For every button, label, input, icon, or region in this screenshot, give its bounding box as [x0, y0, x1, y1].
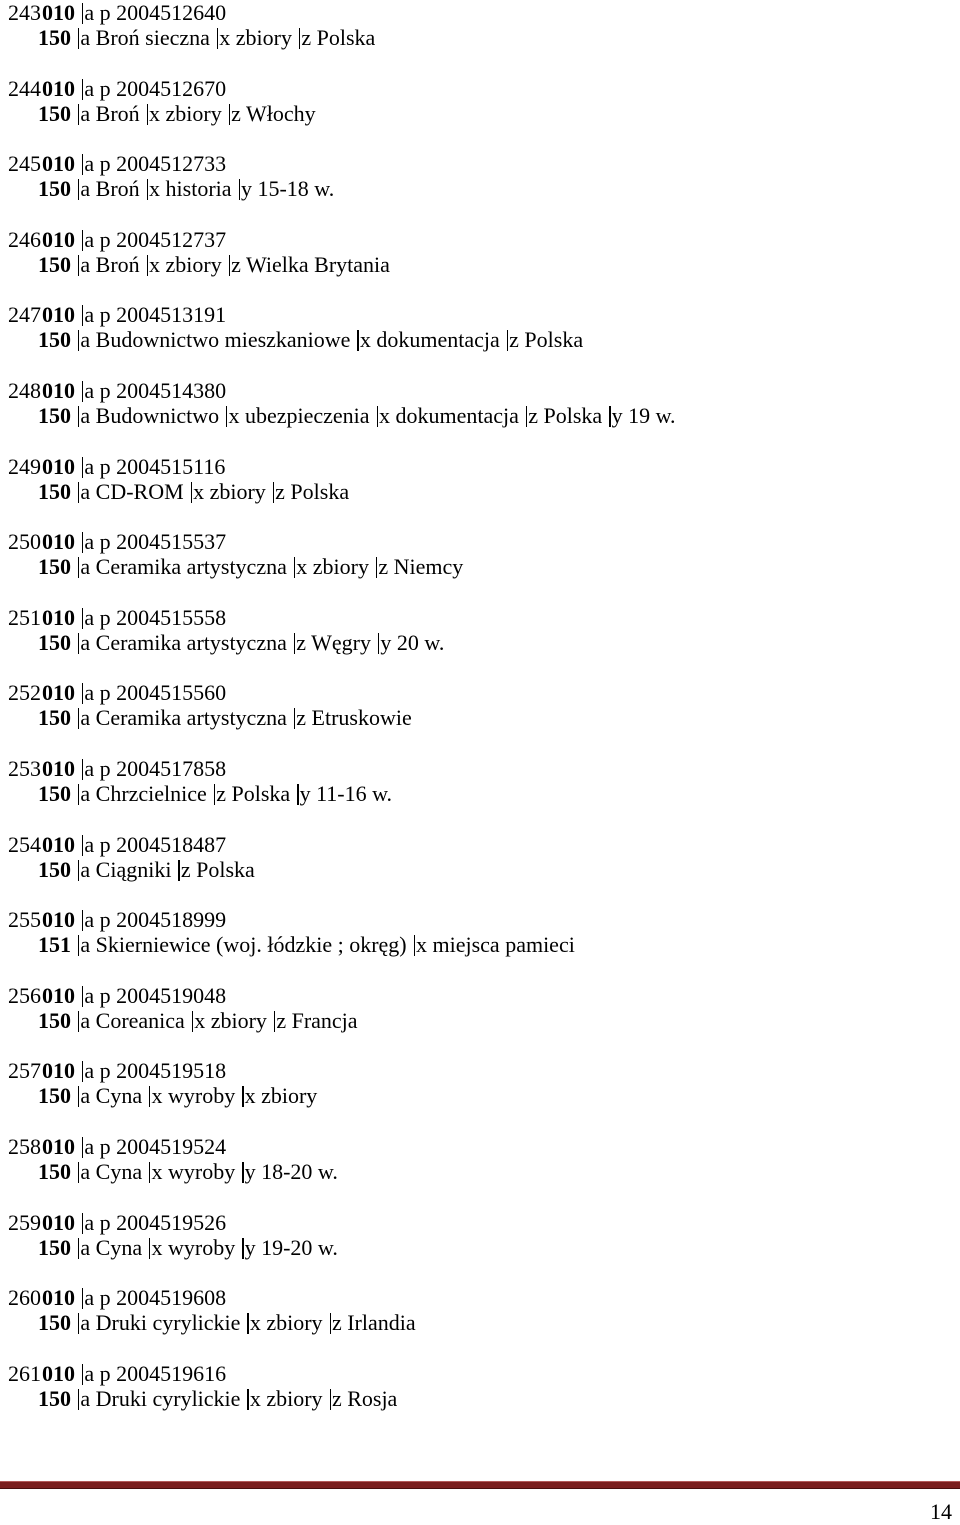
record-number: 252 [8, 680, 41, 706]
heading-subfield: y 15-18 w. [238, 176, 335, 201]
field-tag-heading: 151 [38, 932, 71, 958]
field-tag-010: 010 [42, 529, 75, 555]
field-tag-heading: 150 [38, 780, 71, 806]
heading-subfield: x historia [146, 176, 232, 201]
record-number: 258 [8, 1133, 41, 1159]
heading-subfield: z Francja [273, 1008, 358, 1033]
field-tag-heading: 150 [38, 478, 71, 504]
record-list [8, 0, 948, 1436]
heading-subfield: a Ceramika artystyczna [77, 630, 287, 655]
record-heading-line [8, 705, 412, 731]
record-entry [8, 151, 948, 227]
record-control-line [8, 832, 226, 858]
record-control-line [8, 227, 226, 253]
field-tag-010: 010 [42, 302, 75, 328]
record-number: 248 [8, 377, 41, 403]
field-tag-heading: 150 [38, 554, 71, 580]
record-control-line [8, 983, 226, 1009]
heading-subfield: z Etruskowie [293, 705, 412, 730]
control-subfield: a p 2004515560 [81, 680, 226, 705]
heading-subfield: a Broń [77, 101, 140, 126]
field-tag-010: 010 [42, 1285, 75, 1311]
control-subfield: a p 2004518999 [81, 907, 226, 932]
control-subfield: a p 2004519524 [81, 1134, 226, 1159]
record-control-line [8, 529, 226, 555]
record-heading-line [8, 479, 349, 505]
record-heading-line [8, 781, 392, 807]
record-number: 253 [8, 755, 41, 781]
heading-subfield: a Skierniewice (woj. łódzkie ; okręg) [77, 932, 407, 957]
control-subfield: a p 2004519048 [81, 983, 226, 1008]
heading-subfield: x zbiory [246, 1310, 322, 1335]
heading-subfield: z Włochy [228, 101, 316, 126]
heading-subfield: a Chrzcielnice [77, 781, 207, 806]
record-entry [8, 756, 948, 832]
record-control-line [8, 680, 226, 706]
heading-subfield: z Rosja [329, 1386, 398, 1411]
record-heading-line [8, 252, 390, 278]
record-entry [8, 227, 948, 303]
record-entry [8, 454, 948, 530]
field-tag-heading: 150 [38, 1158, 71, 1184]
record-entry [8, 1285, 948, 1361]
footer-divider [0, 1481, 960, 1489]
record-number: 247 [8, 302, 41, 328]
record-number: 254 [8, 831, 41, 857]
record-heading-line [8, 25, 375, 51]
field-tag-heading: 150 [38, 1007, 71, 1033]
record-heading-line [8, 630, 444, 656]
record-number: 251 [8, 604, 41, 630]
field-tag-010: 010 [42, 1360, 75, 1386]
record-control-line [8, 151, 226, 177]
record-entry [8, 76, 948, 152]
record-control-line [8, 0, 226, 26]
record-number: 250 [8, 529, 41, 555]
field-tag-010: 010 [42, 0, 75, 25]
record-control-line [8, 378, 226, 404]
record-entry [8, 302, 948, 378]
record-control-line [8, 605, 226, 631]
field-tag-010: 010 [42, 151, 75, 177]
heading-subfield: x wyroby [148, 1083, 235, 1108]
control-subfield: a p 2004512733 [81, 151, 226, 176]
control-subfield: a p 2004519608 [81, 1285, 226, 1310]
heading-subfield: x zbiory [191, 1008, 267, 1033]
field-tag-heading: 150 [38, 251, 71, 277]
control-subfield: a p 2004512670 [81, 76, 226, 101]
heading-subfield: z Niemcy [375, 554, 463, 579]
field-tag-heading: 150 [38, 327, 71, 353]
control-subfield: a p 2004514380 [81, 378, 226, 403]
record-heading-line [8, 1235, 338, 1261]
record-entry [8, 378, 948, 454]
record-control-line [8, 302, 226, 328]
control-subfield: a p 2004515537 [81, 529, 226, 554]
heading-subfield: a Budownictwo [77, 403, 219, 428]
record-number: 243 [8, 0, 41, 25]
record-heading-line [8, 554, 463, 580]
record-number: 249 [8, 453, 41, 479]
record-control-line [8, 1285, 226, 1311]
heading-subfield: z Polska [272, 479, 349, 504]
page-number: 14 [930, 1499, 952, 1524]
field-tag-heading: 150 [38, 402, 71, 428]
heading-subfield: a Ceramika artystyczna [77, 554, 287, 579]
heading-subfield: a Druki cyrylickie [77, 1310, 240, 1335]
record-number: 256 [8, 982, 41, 1008]
record-heading-line [8, 176, 334, 202]
heading-subfield: y 19 w. [608, 403, 675, 428]
field-tag-010: 010 [42, 982, 75, 1008]
control-subfield: a p 2004519616 [81, 1361, 226, 1386]
heading-subfield: x zbiory [293, 554, 369, 579]
control-subfield: a p 2004517858 [81, 756, 226, 781]
record-number: 255 [8, 907, 41, 933]
record-entry [8, 605, 948, 681]
record-control-line [8, 907, 226, 933]
heading-subfield: a Broń sieczna [77, 25, 210, 50]
heading-subfield: a Cyna [77, 1083, 142, 1108]
heading-subfield: a Cyna [77, 1159, 142, 1184]
heading-subfield: x zbiory [146, 101, 222, 126]
record-heading-line [8, 327, 583, 353]
record-heading-line [8, 857, 255, 883]
record-entry [8, 529, 948, 605]
record-control-line [8, 756, 226, 782]
heading-subfield: z Polska [506, 327, 583, 352]
record-entry [8, 1210, 948, 1286]
heading-subfield: x zbiory [241, 1083, 317, 1108]
record-control-line [8, 1058, 226, 1084]
heading-subfield: x dokumentacja [376, 403, 519, 428]
control-subfield: a p 2004519518 [81, 1058, 226, 1083]
heading-subfield: x zbiory [246, 1386, 322, 1411]
record-entry [8, 983, 948, 1059]
record-entry [8, 1361, 948, 1437]
control-subfield: a p 2004515116 [81, 454, 225, 479]
heading-subfield: z Węgry [293, 630, 371, 655]
heading-subfield: a Broń [77, 176, 140, 201]
field-tag-heading: 150 [38, 25, 71, 50]
field-tag-010: 010 [42, 907, 75, 933]
record-heading-line [8, 101, 316, 127]
record-number: 261 [8, 1360, 41, 1386]
record-heading-line [8, 932, 575, 958]
record-entry [8, 1058, 948, 1134]
control-subfield: a p 2004512737 [81, 227, 226, 252]
heading-subfield: x ubezpieczenia [225, 403, 369, 428]
heading-subfield: a Coreanica [77, 1008, 185, 1033]
field-tag-heading: 150 [38, 1385, 71, 1411]
record-entry [8, 680, 948, 756]
field-tag-heading: 150 [38, 1234, 71, 1260]
record-control-line [8, 454, 225, 480]
field-tag-heading: 150 [38, 629, 71, 655]
record-heading-line [8, 1386, 397, 1412]
field-tag-heading: 150 [38, 1310, 71, 1336]
record-entry [8, 832, 948, 908]
field-tag-010: 010 [42, 831, 75, 857]
heading-subfield: a Cyna [77, 1235, 142, 1260]
field-tag-010: 010 [42, 75, 75, 101]
record-control-line [8, 76, 226, 102]
record-entry [8, 1134, 948, 1210]
record-control-line [8, 1210, 226, 1236]
field-tag-010: 010 [42, 453, 75, 479]
heading-subfield: y 18-20 w. [241, 1159, 338, 1184]
record-number: 259 [8, 1209, 41, 1235]
heading-subfield: y 19-20 w. [241, 1235, 338, 1260]
heading-subfield: z Irlandia [329, 1310, 416, 1335]
field-tag-heading: 150 [38, 1083, 71, 1109]
heading-subfield: x wyroby [148, 1235, 235, 1260]
field-tag-010: 010 [42, 226, 75, 252]
heading-subfield: a Ciągniki [77, 857, 171, 882]
field-tag-010: 010 [42, 377, 75, 403]
heading-subfield: z Polska [177, 857, 254, 882]
heading-subfield: y 20 w. [377, 630, 444, 655]
record-control-line [8, 1134, 226, 1160]
field-tag-heading: 150 [38, 176, 71, 202]
heading-subfield: y 11-16 w. [296, 781, 392, 806]
heading-subfield: x zbiory [216, 25, 292, 50]
heading-subfield: x dokumentacja [356, 327, 499, 352]
heading-subfield: z Polska [298, 25, 375, 50]
field-tag-010: 010 [42, 1209, 75, 1235]
heading-subfield: x wyroby [148, 1159, 235, 1184]
record-control-line [8, 1361, 226, 1387]
field-tag-010: 010 [42, 680, 75, 706]
field-tag-010: 010 [42, 604, 75, 630]
field-tag-heading: 150 [38, 856, 71, 882]
heading-subfield: z Polska [213, 781, 290, 806]
control-subfield: a p 2004512640 [81, 0, 226, 25]
field-tag-010: 010 [42, 1058, 75, 1084]
control-subfield: a p 2004513191 [81, 302, 226, 327]
control-subfield: a p 2004519526 [81, 1210, 226, 1235]
heading-subfield: x zbiory [190, 479, 266, 504]
record-heading-line [8, 403, 676, 429]
record-entry [8, 0, 948, 76]
heading-subfield: z Polska [525, 403, 602, 428]
heading-subfield: x miejsca pamieci [413, 932, 575, 957]
record-number: 245 [8, 151, 41, 177]
record-heading-line [8, 1083, 317, 1109]
heading-subfield: z Wielka Brytania [228, 252, 390, 277]
heading-subfield: a Ceramika artystyczna [77, 705, 287, 730]
field-tag-heading: 150 [38, 705, 71, 731]
heading-subfield: a CD-ROM [77, 479, 184, 504]
record-number: 246 [8, 226, 41, 252]
control-subfield: a p 2004515558 [81, 605, 226, 630]
record-heading-line [8, 1159, 338, 1185]
record-number: 257 [8, 1058, 41, 1084]
record-entry [8, 907, 948, 983]
heading-subfield: a Broń [77, 252, 140, 277]
record-heading-line [8, 1008, 358, 1034]
record-number: 260 [8, 1285, 41, 1311]
record-number: 244 [8, 75, 41, 101]
field-tag-010: 010 [42, 755, 75, 781]
heading-subfield: x zbiory [146, 252, 222, 277]
control-subfield: a p 2004518487 [81, 832, 226, 857]
record-heading-line [8, 1310, 416, 1336]
heading-subfield: a Budownictwo mieszkaniowe [77, 327, 350, 352]
field-tag-heading: 150 [38, 100, 71, 126]
heading-subfield: a Druki cyrylickie [77, 1386, 240, 1411]
field-tag-010: 010 [42, 1133, 75, 1159]
